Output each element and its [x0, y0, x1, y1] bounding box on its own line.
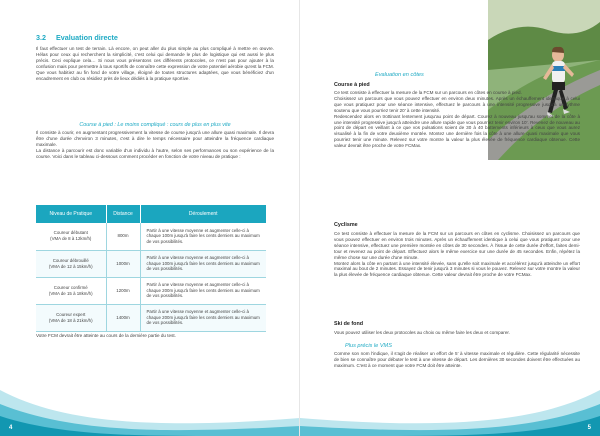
- wave-decoration-left: [0, 360, 300, 436]
- ski-label: Ski de fond: [334, 321, 364, 327]
- cell-steps: Partir à une vitesse moyenne et augmenter celle-ci à chaque 100m jusqu'à faire les cents derniers au maximum de vos possibilités.: [140, 223, 266, 250]
- table-row: [36, 277, 266, 304]
- cell-level: Coureur confirmé (VMA de 15 à 18km/h): [36, 277, 106, 304]
- footer-note: Votre FCM devrait être atteinte au cours de la dernière partie du test.: [36, 333, 176, 338]
- vmb-paragraph: Comme son nom l'indique, il s'agit de réaliser un effort de 5' à vitesse maximale et régulière. Cette régularité nécessite de bien se connaître pour débuter le test à une vitesse de départ. Les dernières 30 secondes doivent être effectuées au maximum. C'est à ce moment que votre FCM doit être atteinte.: [334, 351, 580, 368]
- cycling-paragraph: Ce test consiste à effectuer la mesure de la FCM sur un parcours en côtes en cyclisme. Choisissez un parcours que vous pouvez effectuer en environ trois minutes. Après un échauffement identique à celui que vous pratiquez pour une séance intensive, effectuez une première montée en côtes de 30 secondes. À l'issue de cette durée d'effort, faites demi-tour et revenez au point de départ. Effectuez alors le même exercice sur une durée de 45 secondes. Enfin, répétez la même chose sur une durée d'une minute. Montez alors la côte en partant à une intensité élevée, sans qu'elle soit maximale et accélérez jusqu'à atteindre un effort maximal au bout de 2 minutes. Essayez de tenir jusqu'à 3 minutes si vous le pouvez. Relevez sur votre montre la valeur la plus élevée de fréquence cardiaque obtenue. Cette valeur devrait être proche de votre FCMax.: [334, 231, 580, 278]
- cell-distance: 1400m: [106, 304, 140, 331]
- ski-paragraph: Vous pouvez utiliser les deux protocoles au choix ou même faire les deux et comparer.: [334, 330, 510, 335]
- cell-steps: Partir à une vitesse moyenne et augmenter celle-ci à chaque 100m jusqu'à faire les cents derniers au maximum de vos possibilités.: [140, 250, 266, 277]
- header-distance: Distance: [106, 205, 140, 223]
- cell-steps: Partir à une vitesse moyenne et augmenter celle-ci à chaque 200m jusqu'à faire les cents derniers au maximum de vos possibilités.: [140, 277, 266, 304]
- hills-title: Evaluation en côtes: [375, 72, 424, 78]
- wave-decoration-right: [300, 360, 600, 436]
- course-paragraph: Il consiste à courir, en augmentant progressivement la vitesse de course jusqu'à une allure quasi maximale. Il devra être d'une durée d'environ 3 minutes, c'est à dire le temps nécessaire pour atteindre la fréquence cardiaque maximale. La distance à parcourir est donc variable d'un individu à l'autre, selon ses performances ou son expérience de la course. Voici dans le tableau ci-dessous comment procéder en fonction de votre niveau de pratique :: [36, 130, 274, 159]
- vma-table: [36, 205, 266, 332]
- table-row: [36, 223, 266, 250]
- cell-level: Coureur débrouillé (VMA de 12 à 15km/h): [36, 250, 106, 277]
- page-number-right: 5: [587, 425, 591, 431]
- running-label: Course à pied: [334, 82, 370, 88]
- header-level: Niveau de Pratique: [36, 205, 106, 223]
- page-number-left: 4: [9, 425, 13, 431]
- cell-distance: 1000m: [106, 250, 140, 277]
- cycling-label: Cyclisme: [334, 222, 358, 228]
- cell-distance: 800m: [106, 223, 140, 250]
- right-page: [300, 0, 600, 436]
- vmb-title: Plus précis le VMS: [345, 343, 392, 349]
- table-row: [36, 304, 266, 331]
- cell-steps: Partir à une vitesse moyenne et augmenter celle-ci à chaque 200m jusqu'à faire les cents derniers au maximum de vos possibilités.: [140, 304, 266, 331]
- section-heading: [36, 33, 118, 42]
- cell-level: Coureur expert (VMA de 18 à 21km/h): [36, 304, 106, 331]
- table-row: [36, 250, 266, 277]
- cell-distance: 1200m: [106, 277, 140, 304]
- course-subtitle: Course à pied : Le moins compliqué : cours de plus en plus vite: [79, 122, 231, 128]
- section-number: 3.2: [36, 33, 46, 42]
- cell-level: Coureur débutant (VMA de 8 à 12km/h): [36, 223, 106, 250]
- header-steps: Déroulement: [140, 205, 266, 223]
- table-header-row: [36, 205, 266, 223]
- running-paragraph: Ce test consiste à effectuer la mesure de la FCM sur un parcours en côtes en course à pied. Choisissez un parcours que vous pouvez effectuer en environ deux minutes. Après un échauffement identique à celui que vous pratiquez pour une séance intensive, effectuez le parcours à une intensité progressive jusqu'à un rythme soutenu que vous pourriez tenir 20' à cette intensité. Redescendez alors en trottinant lentement jusqu'au point de départ. Courez à nouveau jusqu'au sommet de la côte à une intensité progressive jusqu'à atteindre une allure rapide que vous pourriez tenir environ 10'. Revenez de nouveau au point de départ en veillant à ce que vos pulsations soient de 30 à 40 battements inférieurs à ceux que vous aurez visualisé à la fin de votre deuxième montée. Montez une dernière fois la côte à une allure quasi maximale que vous pourriez tenir une minute. Relevez sur votre montre la valeur la plus élevée de fréquence cardiaque obtenue. Cette valeur devrait être proche de votre FCMax.: [334, 90, 580, 149]
- section-title: Evaluation directe: [56, 33, 118, 42]
- intro-paragraph: Il faut effectuer un test de terrain. Là encore, on peut aller du plus simple au plus compliqué à mettre en œuvre. Hélas pour ceux qui recherchent la simplicité, c'est celui qui demande le plus de logistique qui est aussi le plus précis. Ceci explique cela… Si nous vous présentons ces différents protocoles, ce n'est pas pour ajouter à la confusion mais pour permettre à tous sportifs de connaître cette expression de votre potentiel aérobie qu'est la FCM. Que vous habitiez au fin fond de votre village, éloigné de toutes structures adaptées, que vous bénéficiez d'un encadrement en club ou résidiez près de lieux dédiés à la pratique sportive.: [36, 46, 274, 81]
